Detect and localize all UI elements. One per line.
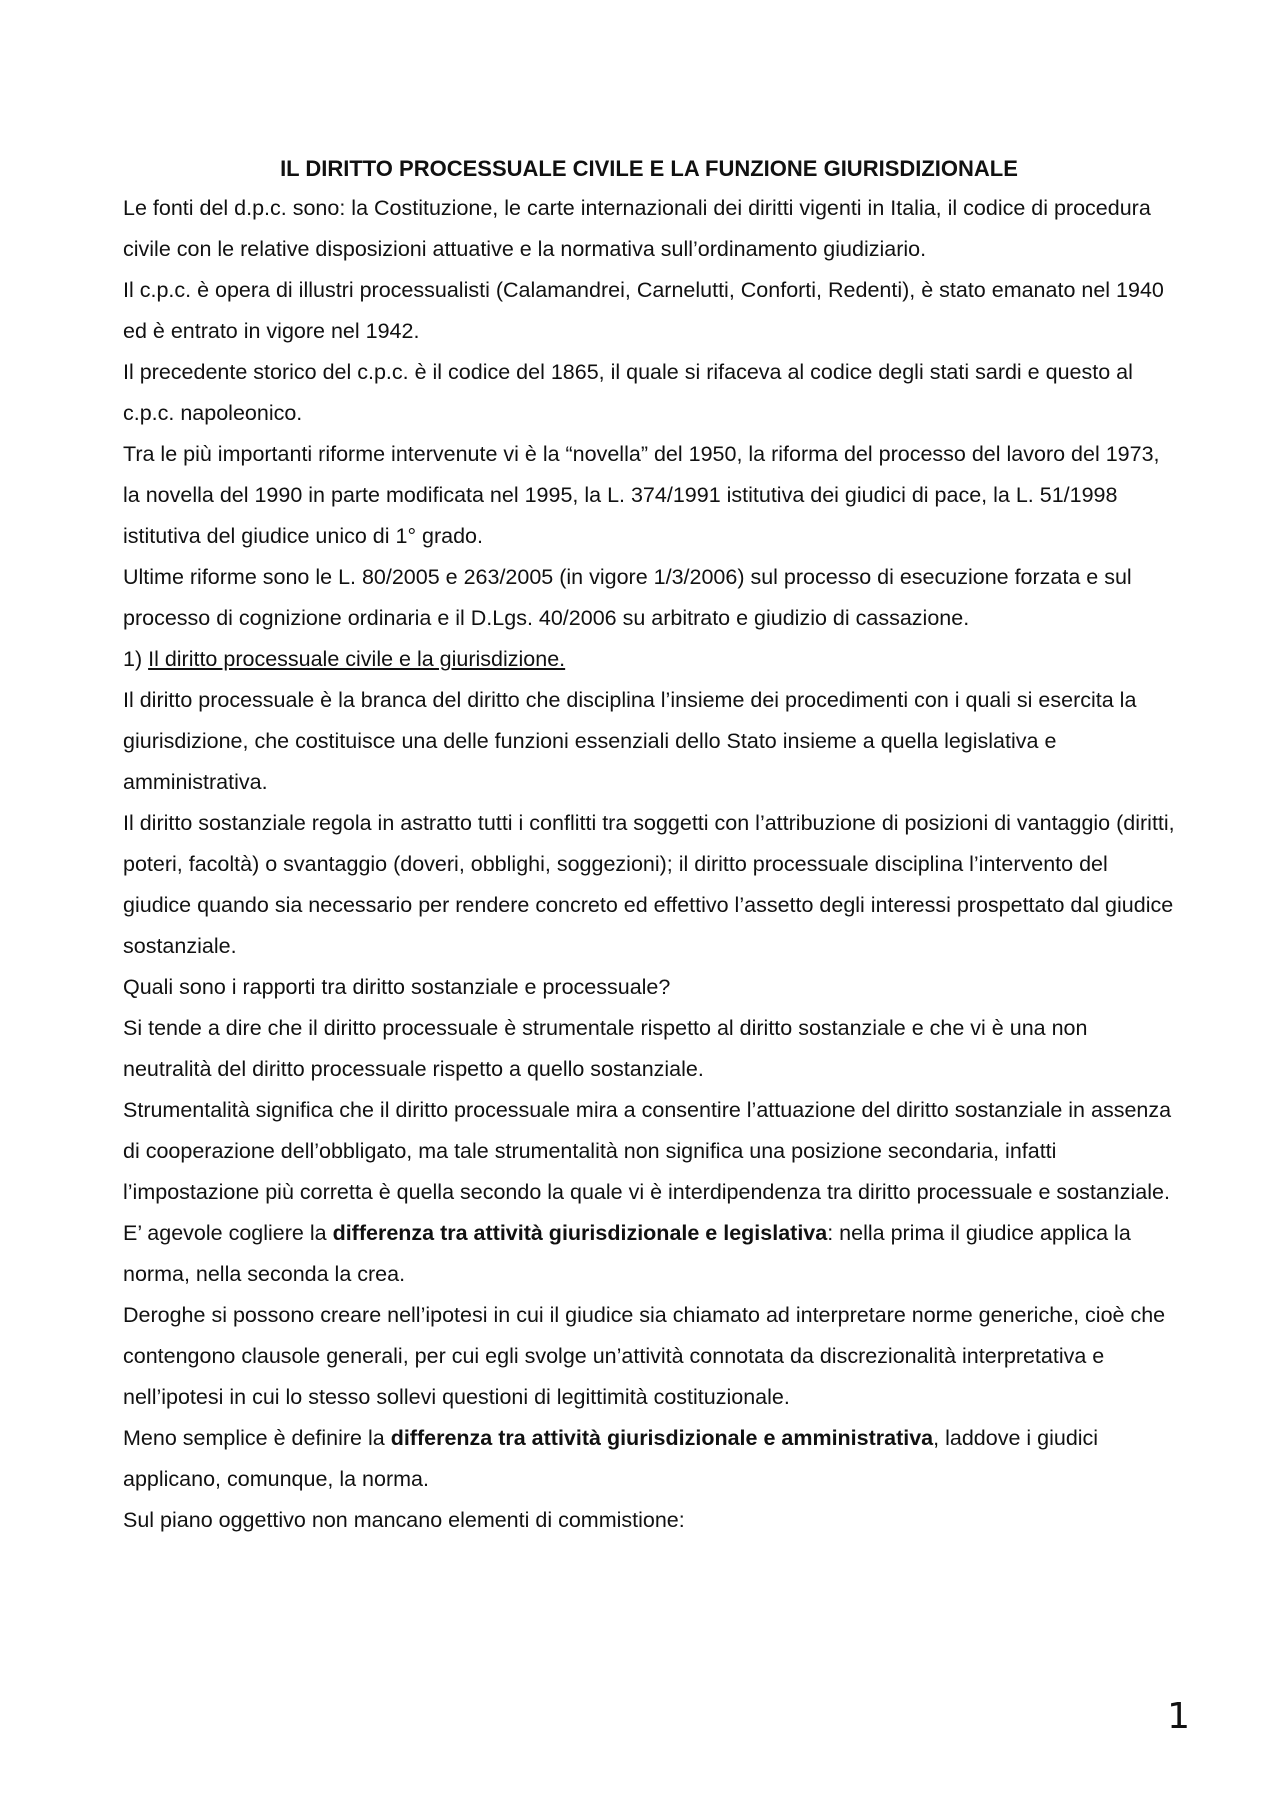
paragraph-historical-precedent: Il precedente storico del c.p.c. è il codice del 1865, il quale si rifaceva al codice degli stati sardi e questo al c.p.c. napoleonico.: [123, 360, 1133, 425]
document-title: IL DIRITTO PROCESSUALE CIVILE E LA FUNZIONE GIURISDIZIONALE: [280, 156, 1018, 181]
page-number: 1: [1167, 1696, 1190, 1737]
paragraph-sources: Le fonti del d.p.c. sono: la Costituzione, le carte internazionali dei diritti vigenti in Italia, il codice di procedura civile con le relative disposizioni attuative e la normativa sull’ordinamento giudiziario.: [123, 196, 1151, 261]
paragraph-legislative-difference: [123, 1213, 1175, 1295]
paragraph-objective-plane: Sul piano oggettivo non mancano elementi di commistione:: [123, 1508, 685, 1532]
paragraph-cpc-origin: Il c.p.c. è opera di illustri processualisti (Calamandrei, Carnelutti, Conforti, Redenti), è stato emanato nel 1940 ed è entrato in vigore nel 1942.: [123, 278, 1164, 343]
paragraph-question: Quali sono i rapporti tra diritto sostanziale e processuale?: [123, 975, 671, 999]
text-segment: : nella prima il giudice applica la norma, nella seconda la crea.: [123, 1221, 1131, 1286]
bold-term: differenza tra attività giurisdizionale e legislativa: [332, 1221, 828, 1245]
paragraph-administrative-difference: [123, 1418, 1175, 1500]
text-segment: , laddove i giudici applicano, comunque, la norma.: [123, 1426, 1099, 1491]
bold-term: differenza tra attività giurisdizionale e amministrativa: [390, 1426, 934, 1450]
text-segment: Meno semplice è definire la: [123, 1426, 391, 1450]
paragraph-reforms: Tra le più importanti riforme intervenute vi è la “novella” del 1950, la riforma del processo del lavoro del 1973, la novella del 1990 in parte modificata nel 1995, la L. 374/1991 istitutiva dei giudici di pace, la L. 51/1998 istitutiva del giudice unico di 1° grado.: [123, 442, 1160, 548]
section-title: Il diritto processuale civile e la giurisdizione.: [148, 647, 566, 671]
paragraph-instrumentality: Si tende a dire che il diritto processuale è strumentale rispetto al diritto sostanziale e che vi è una non neutralità del diritto processuale rispetto a quello sostanziale.: [123, 1016, 1088, 1081]
paragraph-exceptions: Deroghe si possono creare nell’ipotesi in cui il giudice sia chiamato ad interpretare norme generiche, cioè che contengono clausole generali, per cui egli svolge un’attività connotata da discrezionalità interpretativa e nell’ipotesi in cui lo stesso sollevi questioni di legittimità costituzionale.: [123, 1303, 1166, 1409]
paragraph-procedural-law-definition: Il diritto processuale è la branca del diritto che disciplina l’insieme dei procedimenti con i quali si esercita la giurisdizione, che costituisce una delle funzioni essenziali dello Stato insieme a quella legislativa e amministrativa.: [123, 688, 1137, 794]
paragraph-latest-reforms: Ultime riforme sono le L. 80/2005 e 263/2005 (in vigore 1/3/2006) sul processo di esecuzione forzata e sul processo di cognizione ordinaria e il D.Lgs. 40/2006 su arbitrato e giudizio di cassazione.: [123, 565, 1132, 630]
document-body: [123, 150, 1175, 1541]
section-number: 1): [123, 647, 149, 671]
paragraph-substantive-law: Il diritto sostanziale regola in astratto tutti i conflitti tra soggetti con l’attribuzione di posizioni di vantaggio (diritti, poteri, facoltà) o svantaggio (doveri, obblighi, soggezioni); il diritto processuale disciplina l’intervento del giudice quando sia necessario per rendere concreto ed effettivo l’assetto degli interessi prospettato dal giudice sostanziale.: [123, 811, 1175, 958]
paragraph-instrumentality-meaning: Strumentalità significa che il diritto processuale mira a consentire l’attuazione del diritto sostanziale in assenza di cooperazione dell’obbligato, ma tale strumentalità non significa una posizione secondaria, infatti l’impostazione più corretta è quella secondo la quale vi è interdipendenza tra diritto processuale e sostanziale.: [123, 1098, 1172, 1204]
text-segment: E’ agevole cogliere la: [123, 1221, 333, 1245]
section-heading-1: [123, 639, 1175, 680]
